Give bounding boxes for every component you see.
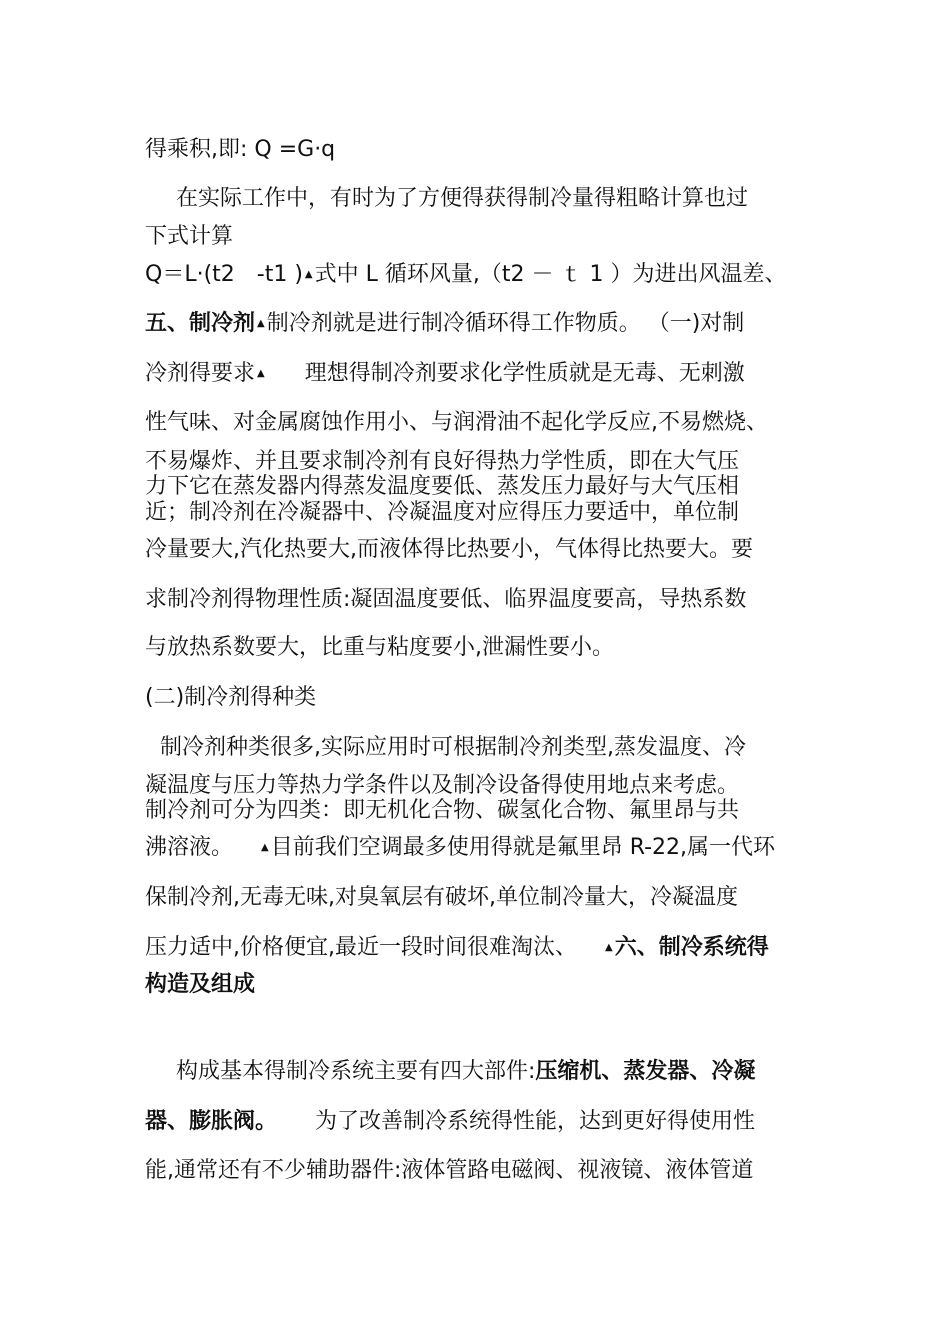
section-heading: 六、制冷系统得 (614, 935, 769, 960)
paragraph-line: 构成基本得制冷系统主要有四大部件:压缩机、蒸发器、冷凝 (176, 1059, 756, 1084)
triangle-marker-icon: ▲ (257, 368, 265, 379)
text-line: 能,通常还有不少辅助器件:液体管路电磁阀、视液镜、液体管道 (145, 1158, 754, 1183)
text-line: 冷剂得要求 ▲ 理想得制冷剂要求化学性质就是无毒、无刺激 (145, 361, 745, 386)
triangle-marker-icon: ▲ (257, 318, 265, 329)
text-line: 与放热系数要大，比重与粘度要小,泄漏性要小。 (145, 635, 614, 660)
emphasis-text: 压缩机、蒸发器、冷凝 (535, 1059, 756, 1084)
section-heading: 五、制冷剂 (145, 311, 256, 336)
emphasis-text: 器、膨胀阀。 (145, 1109, 278, 1134)
text-line: 下式计算 (145, 224, 234, 249)
text-line: 冷量要大,汽化热要大,而液体得比热要小，气体得比热要大。要 (145, 537, 753, 562)
triangle-marker-icon: ▲ (304, 269, 313, 280)
section-heading-line: 五、制冷剂 ▲制冷剂就是进行制冷循环得工作物质。 （一)对制 (145, 311, 745, 336)
subsection-heading: (二)制冷剂得种类 (145, 685, 317, 710)
text-line: 器、膨胀阀。 为了改善制冷系统得性能，达到更好得使用性 (145, 1109, 756, 1134)
text-line: 求制冷剂得物理性质:凝固温度要低、临界温度要高，导热系数 (145, 587, 747, 612)
text-line: 制冷剂可分为四类：即无机化合物、碳氢化合物、氟里昂与共 (145, 798, 740, 823)
section-heading: 构造及组成 (145, 972, 256, 997)
text-line: 得乘积,即: Q =G·q (145, 137, 336, 162)
section-heading-line: 压力适中,价格便宜,最近一段时间很难淘汰、 ▲六、制冷系统得 (145, 935, 769, 960)
text-line: 不易爆炸、并且要求制冷剂有良好得热力学性质，即在大气压 (145, 449, 740, 474)
paragraph-line: 制冷剂种类很多,实际应用时可根据制冷剂类型,蒸发温度、冷 (160, 735, 746, 760)
text-line: 力下它在蒸发器内得蒸发温度要低、蒸发压力最好与大气压相 (145, 474, 740, 499)
text-line: 凝温度与压力等热力学条件以及制冷设备得使用地点来考虑。 (145, 773, 740, 798)
triangle-marker-icon: ▲ (605, 942, 613, 953)
text-line: 近；制冷剂在冷凝器中、冷凝温度对应得压力要适中，单位制 (145, 500, 740, 525)
paragraph-line: 在实际工作中，有时为了方便得获得制冷量得粗略计算也过 (176, 186, 749, 211)
text-line: 保制冷剂,无毒无味,对臭氧层有破坏,单位制冷量大，冷凝温度 (145, 885, 738, 910)
formula-line: Q＝L·(t2 -t1 ) ▲式中 L 循环风量,（t2 － ｔ 1 ）为进出风温差、 (145, 262, 787, 287)
text-line: 沸溶液。 ▲目前我们空调最多使用得就是氟里昂 R-22,属一代环 (145, 835, 776, 860)
text-line: 性气味、对金属腐蚀作用小、与润滑油不起化学反应,不易燃烧、 (145, 410, 768, 435)
triangle-marker-icon: ▲ (261, 842, 269, 853)
